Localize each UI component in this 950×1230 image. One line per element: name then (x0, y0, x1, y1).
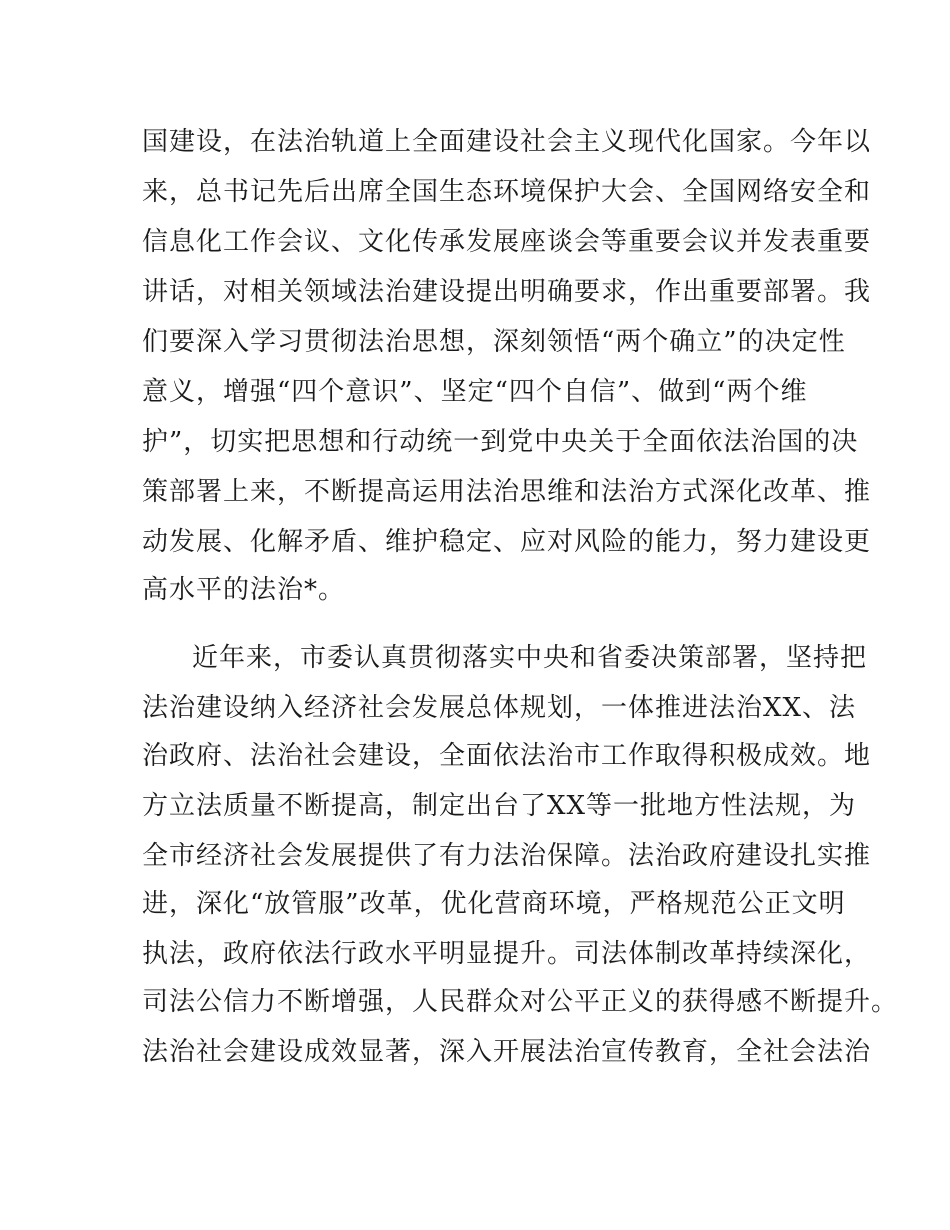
paragraph-1-line-9: 动发展、化解矛盾、维护稳定、应对风险的能力，努力建设更 (142, 527, 872, 557)
paragraph-2-line-9: 法治社会建设成效显著，深入开展法治宣传教育，全社会法治 (142, 1037, 872, 1067)
paragraph-1-line-5: 们要深入学习贯彻法治思想，深刻领悟“两个确立”的决定性 (142, 327, 846, 357)
paragraph-2-line-4: 方立法质量不断提高，制定出台了XX等一批地方性法规，为 (142, 791, 857, 821)
paragraph-1-line-4: 讲话，对相关领域法治建设提出明确要求，作出重要部署。我 (142, 277, 872, 307)
paragraph-1-line-3: 信息化工作会议、文化传承发展座谈会等重要会议并发表重要 (142, 227, 872, 257)
paragraph-2-line-2: 法治建设纳入经济社会发展总体规划，一体推进法治XX、法 (142, 693, 857, 723)
paragraph-2-line-6: 进，深化“放管服”改革，优化营商环境，严格规范公正文明 (142, 889, 846, 919)
paragraph-2-line-7: 执法，政府依法行政水平明显提升。司法体制改革持续深化， (142, 939, 872, 969)
paragraph-2-line-3: 治政府、法治社会建设，全面依法治市工作取得积极成效。地 (142, 741, 872, 771)
paragraph-2-line-5: 全市经济社会发展提供了有力法治保障。法治政府建设扎实推 (142, 841, 872, 871)
paragraph-1-line-7: 护”，切实把思想和行动统一到党中央关于全面依法治国的决 (142, 427, 859, 457)
paragraph-2-line-8: 司法公信力不断增强，人民群众对公平正义的获得感不断提升。 (142, 987, 899, 1017)
paragraph-2-line-1: 近年来，市委认真贯彻落实中央和省委决策部署，坚持把 (192, 643, 868, 673)
paragraph-1-line-10: 高水平的法治*。 (142, 575, 346, 605)
paragraph-1-line-1: 国建设，在法治轨道上全面建设社会主义现代化国家。今年以 (142, 127, 872, 157)
paragraph-1-line-8: 策部署上来，不断提高运用法治思维和法治方式深化改革、推 (142, 477, 872, 507)
paragraph-1-line-6: 意义，增强“四个意识”、坚定“四个自信”、做到“两个维 (142, 377, 808, 407)
paragraph-1-line-2: 来，总书记先后出席全国生态环境保护大会、全国网络安全和 (142, 177, 872, 207)
